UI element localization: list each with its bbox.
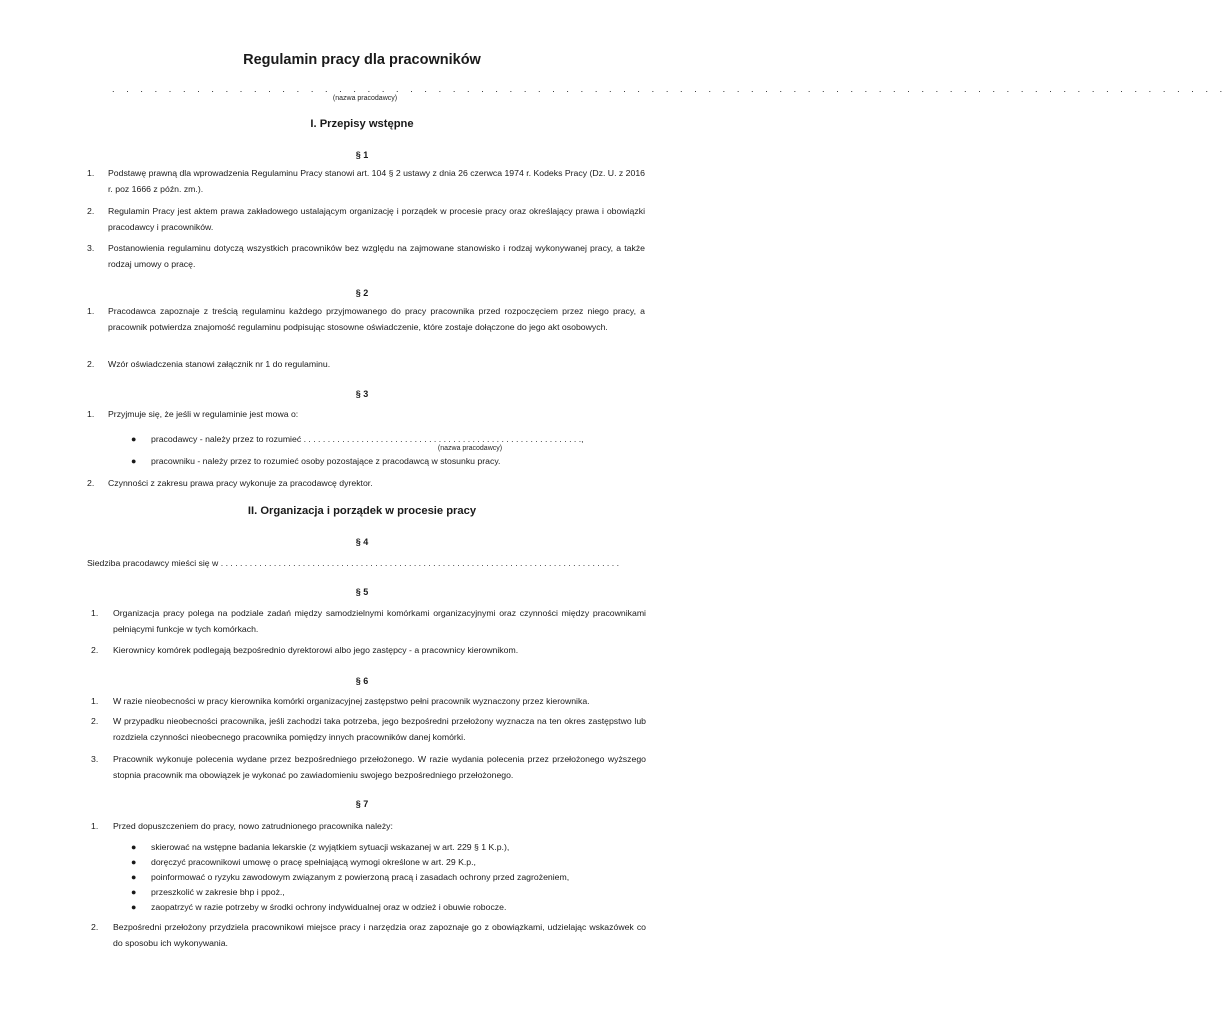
item-number: 1. xyxy=(91,821,99,831)
item-number: 1. xyxy=(91,696,99,706)
item-text: Postanowienia regulaminu dotyczą wszystkich pracowników bez względu na zajmowane stanowisko i rodzaj wykonywanej pracy, a także rodzaj umowy o pracę. xyxy=(108,243,645,269)
list-item xyxy=(91,920,647,952)
item-text: Podstawę prawną dla wprowadzenia Regulaminu Pracy stanowi art. 104 § 2 ustawy z dnia 26 czerwca 1974 r. Kodeks Pracy (Dz. U. z 2016 r. poz 1666 z późn. zm.). xyxy=(108,168,645,194)
document-title: Regulamin pracy dla pracowników xyxy=(243,52,481,68)
bullet-item xyxy=(131,885,651,900)
item-text: Kierownicy komórek podlegają bezpośrednio dyrektorowi albo jego zastępcy - a pracownicy kierownikom. xyxy=(113,645,519,655)
paragraph-mark-1: § 1 xyxy=(355,150,369,160)
item-number: 2. xyxy=(91,716,99,726)
bullet-text: zaopatrzyć w razie potrzeby w środki ochrony indywidualnej oraz w odzież i obuwie robocze. xyxy=(151,902,507,912)
item-text: W przypadku nieobecności pracownika, jeśli zachodzi taka potrzeba, jego bezpośredni przełożony wyznacza na ten okres zastępstwo lub rozdziela czynności nieobecnego pracownika pomiędzy innych pracowników danej komórki. xyxy=(113,716,646,742)
item-text: Wzór oświadczenia stanowi załącznik nr 1 do regulaminu. xyxy=(108,359,331,369)
bullet-text: poinformować o ryzyku zawodowym związanym z powierzoną pracą i zasadach ochrony przed zagrożeniem, xyxy=(151,872,570,882)
paragraph-mark-2: § 2 xyxy=(355,288,369,298)
paragraph-mark-6: § 6 xyxy=(355,676,369,686)
bullet-icon: ● xyxy=(131,872,137,882)
employer-name-caption: (nazwa pracodawcy) xyxy=(437,445,503,452)
bullet-text: doręczyć pracownikowi umowę o pracę spełniającą wymogi określone w art. 29 K.p., xyxy=(151,857,476,867)
list-item xyxy=(87,476,647,492)
item-number: 2. xyxy=(91,645,99,655)
item-number: 3. xyxy=(91,754,99,764)
bullet-icon: ● xyxy=(131,434,137,444)
employer-seat-text: Siedziba pracodawcy mieści się w . . . . . . . . . . . . . . . . . . . . . . . . . . . . . . . . . . . . . . . . . . . . . . . . . . . . . . . . . . . . . . . . . . . . . . . . . . . . . . . . . . . xyxy=(87,558,619,568)
employer-name-blank: . . . . . . . . . . . . . . . . . . . . . . . . . . . . . . . . . . . . . . . . . . . . . . . . . . . . . . . . . . . . . . . . . . . . . . . . . . . . . . . xyxy=(112,84,1227,94)
item-text: Przed dopuszczeniem do pracy, nowo zatrudnionego pracownika należy: xyxy=(113,821,393,831)
list-item xyxy=(87,304,647,352)
list-item xyxy=(91,643,647,659)
bullet-icon: ● xyxy=(131,456,137,466)
bullet-text: przeszkolić w zakresie bhp i ppoż., xyxy=(151,887,285,897)
bullet-text: skierować na wstępne badania lekarskie (z wyjątkiem sytuacji wskazanej w art. 229 § 1 K.p.), xyxy=(151,842,510,852)
bullet-item xyxy=(131,840,651,855)
bullet-text: pracodawcy - należy przez to rozumieć . . . . . . . . . . . . . . . . . . . . . . . . . . . . . . . . . . . . . . . . . . . . . . . . . . . . . . . . . ., xyxy=(151,434,584,444)
item-number: 2. xyxy=(87,359,95,369)
list-item xyxy=(87,407,647,423)
item-number: 1. xyxy=(91,608,99,618)
item-number: 2. xyxy=(87,206,95,216)
item-text: Regulamin Pracy jest aktem prawa zakładowego ustalającym organizację i porządek w procesie pracy oraz określający prawa i obowiązki pracodawcy i pracowników. xyxy=(108,206,645,232)
bullet-item xyxy=(131,855,651,870)
item-text: Pracodawca zapoznaje z treścią regulaminu każdego przyjmowanego do pracy pracownika przed rozpoczęciem przez niego pracy, a pracownik potwierdza znajomość regulaminu podpisując stosowne oświadczenie, które zostaje dołączone do jego akt osobowych. xyxy=(108,306,645,332)
employer-name-caption: (nazwa pracodawcy) xyxy=(332,95,398,102)
bullet-item xyxy=(131,454,651,469)
item-text: Pracownik wykonuje polecenia wydane przez bezpośredniego przełożonego. W razie wydania polecenia przez przełożonego wyższego stopnia pracownik ma obowiązek je wykonać po zawiadomieniu swojego bezpośredniego przełożonego. xyxy=(113,754,646,780)
item-text: W razie nieobecności w pracy kierownika komórki organizacyjnej zastępstwo pełni pracownik wyznaczony przez kierownika. xyxy=(113,696,590,706)
item-number: 1. xyxy=(87,168,95,178)
list-item xyxy=(91,694,647,710)
item-text: Bezpośredni przełożony przydziela pracownikowi miejsce pracy i narzędzia oraz zapoznaje go z obowiązkami, udzielając wskazówek co do sposobu ich wykonywania. xyxy=(113,922,646,948)
item-text: Czynności z zakresu prawa pracy wykonuje za pracodawcę dyrektor. xyxy=(108,478,373,488)
bullet-icon: ● xyxy=(131,887,137,897)
item-number: 3. xyxy=(87,243,95,253)
bullet-item xyxy=(131,432,651,447)
bullet-text: pracowniku - należy przez to rozumieć osoby pozostające z pracodawcą w stosunku pracy. xyxy=(151,456,501,466)
bullet-icon: ● xyxy=(131,857,137,867)
item-number: 1. xyxy=(87,409,95,419)
list-item xyxy=(91,714,647,746)
bullet-item xyxy=(131,870,651,885)
paragraph-mark-5: § 5 xyxy=(355,587,369,597)
bullet-icon: ● xyxy=(131,902,137,912)
bullet-icon: ● xyxy=(131,842,137,852)
item-number: 1. xyxy=(87,306,95,316)
section-1-heading: I. Przepisy wstępne xyxy=(310,118,414,130)
item-number: 2. xyxy=(87,478,95,488)
list-item xyxy=(87,241,647,273)
list-item xyxy=(87,357,647,373)
bullet-item xyxy=(131,900,651,915)
list-item xyxy=(87,166,647,198)
paragraph-mark-4: § 4 xyxy=(355,537,369,547)
paragraph-mark-3: § 3 xyxy=(355,389,369,399)
list-item xyxy=(87,204,647,236)
item-number: 2. xyxy=(91,922,99,932)
list-item xyxy=(91,752,647,784)
item-text: Organizacja pracy polega na podziale zadań między samodzielnymi komórkami organizacyjnymi oraz czynności między pracownikami pełniącymi funkcje w tych komórkach. xyxy=(113,608,646,634)
list-item xyxy=(91,606,647,638)
list-item xyxy=(91,819,647,835)
item-text: Przyjmuje się, że jeśli w regulaminie jest mowa o: xyxy=(108,409,299,419)
section-2-heading: II. Organizacja i porządek w procesie pracy xyxy=(247,505,477,517)
paragraph-mark-7: § 7 xyxy=(355,799,369,809)
